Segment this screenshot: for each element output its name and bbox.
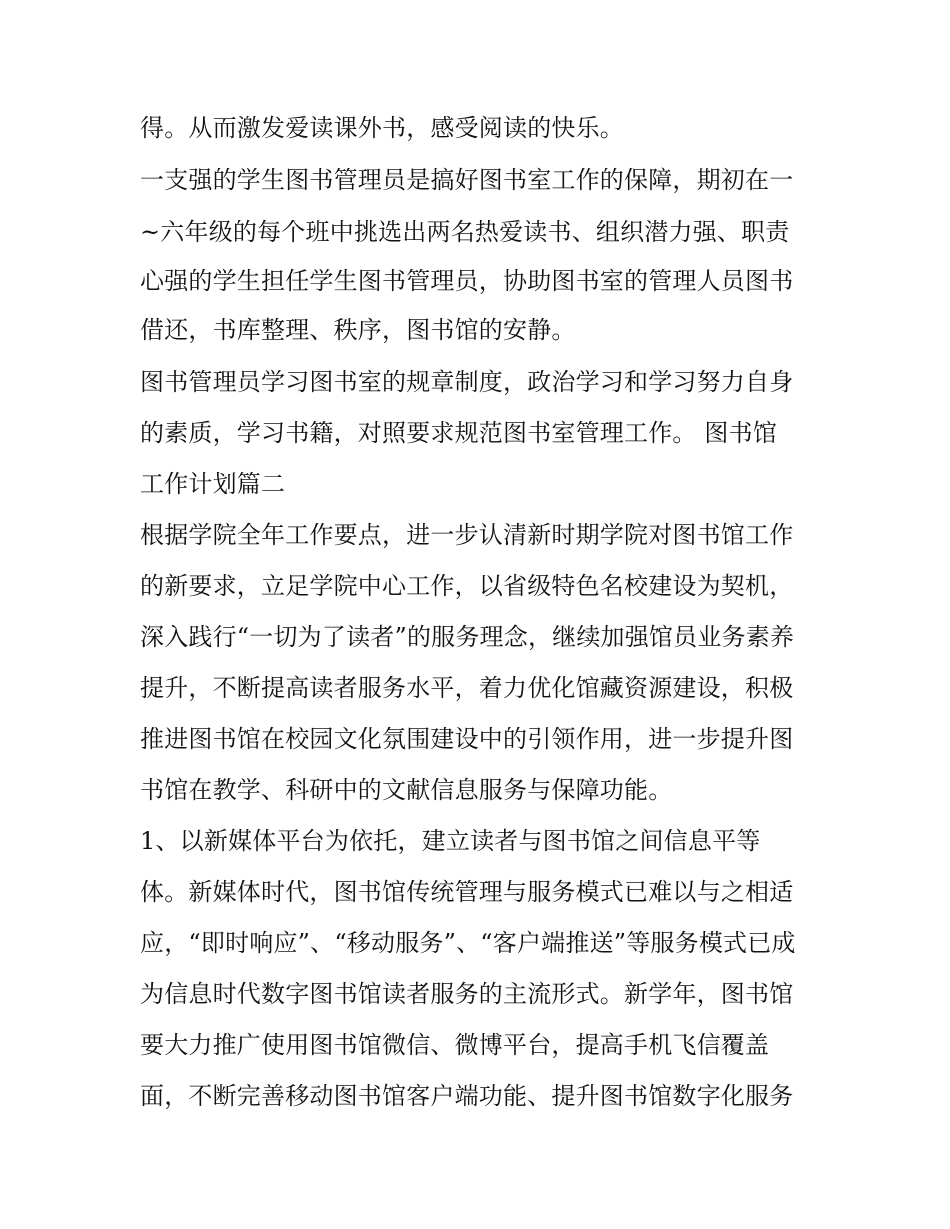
text-line: 应，“即时响应”、“移动服务”、“客户端推送”等服务模式已成 <box>140 929 796 957</box>
text-line: 为信息时代数字图书馆读者服务的主流形式。新学年，图书馆 <box>140 980 794 1008</box>
text-line: 要大力推广使用图书馆微信、微博平台，提高手机飞信覆盖 <box>140 1031 770 1059</box>
text-line: 面，不断完善移动图书馆客户端功能、提升图书馆数字化服务 <box>140 1082 794 1110</box>
section-heading: 工作计划篇二 <box>140 470 286 498</box>
text-line: 体。新媒体时代，图书馆传统管理与服务模式已难以与之相适 <box>140 878 794 906</box>
text-line: 根据学院全年工作要点，进一步认清新时期学院对图书馆工作 <box>140 521 794 549</box>
text-line: 一支强的学生图书管理员是搞好图书室工作的保障，期初在一 <box>140 166 794 194</box>
text-line: 图书管理员学习图书室的规章制度，政治学习和学习努力自身 <box>140 368 794 396</box>
text-line: ~六年级的每个班中挑选出两名热爱读书、组织潜力强、职责 <box>140 218 790 246</box>
text-line: 的素质，学习书籍，对照要求规范图书室管理工作。 图书馆 <box>140 419 778 447</box>
text-line: 的新要求，立足学院中心工作，以省级特色名校建设为契机， <box>140 572 794 600</box>
text-line: 得。从而激发爱读课外书，感受阅读的快乐。 <box>140 114 624 142</box>
text-line: 心强的学生担任学生图书管理员，协助图书室的管理人员图书 <box>140 267 794 295</box>
text-line: 提升，不断提高读者服务水平，着力优化馆藏资源建设，积极 <box>140 674 794 702</box>
text-line: 推进图书馆在校园文化氛围建设中的引领作用，进一步提升图 <box>140 725 794 753</box>
text-line: 深入践行“一切为了读者”的服务理念，继续加强馆员业务素养 <box>140 623 795 651</box>
text-line: 1、以新媒体平台为依托，建立读者与图书馆之间信息平等 <box>140 827 761 855</box>
text-line: 书馆在教学、科研中的文献信息服务与保障功能。 <box>140 776 673 804</box>
text-line: 借还，书库整理、秩序，图书馆的安静。 <box>140 316 576 344</box>
